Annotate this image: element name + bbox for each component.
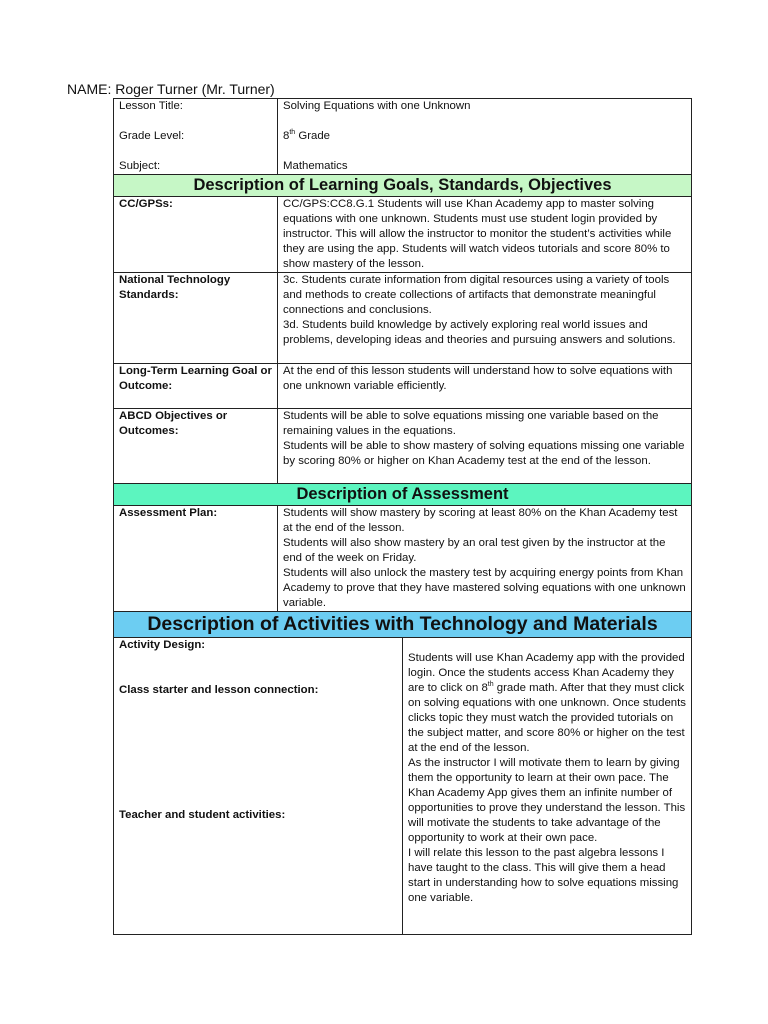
activities-paragraph-2: As the instructor I will motivate them to learn by giving them the opportunity to learn at their own pace. The Khan Academy App gives them an infinite number of opportunities to prove they understand the lesson. This will motivate the students to take advantage of the opportunity to work at their own pace. xyxy=(408,757,686,844)
activities-section-heading: Description of Activities with Technology and Materials xyxy=(114,612,692,638)
cc-gps-text: CC/GPS:CC8.G.1 Students will use Khan Academy app to master solving equations with one unknown. Students must use student login provided by instructor. This will allow the instructor to monitor the student’s activities while they are using the app. Students will watch videos tutorials and score 80% to show mastery of the lesson. xyxy=(278,197,692,273)
nts-3d-text: 3d. Students build knowledge by actively exploring real world issues and problems, developing ideas and theories and pursuing answers and solutions. xyxy=(283,319,676,346)
activities-p1-a: Students will use Khan Academy app with the provided login. Once the students access Khan Academy they are to click on 8 xyxy=(408,652,685,694)
long-term-text: At the end of this lesson students will understand how to solve equations with one unknown variable efficiently. xyxy=(278,364,692,409)
cc-gps-label: CC/GPSs: xyxy=(114,197,278,273)
assessment-text-3: Students will also unlock the mastery test by acquiring energy points from Khan Academy to prove that they have mastered solving equations with one unknown variable. xyxy=(283,567,686,609)
subject-label: Subject: xyxy=(119,160,161,172)
activities-text-cell xyxy=(403,638,692,935)
goals-section-row xyxy=(114,175,692,197)
grade-level-sup: th xyxy=(289,129,296,137)
assessment-text-2: Students will also show mastery by an oral test given by the instructor at the end of the week on Friday. xyxy=(283,537,666,564)
subject-value: Mathematics xyxy=(283,160,348,172)
long-term-label: Long-Term Learning Goal or Outcome: xyxy=(114,364,278,409)
nts-row xyxy=(114,273,692,364)
name-line: NAME: Roger Turner (Mr. Turner) xyxy=(67,81,275,97)
goals-section-heading: Description of Learning Goals, Standards, Objectives xyxy=(114,175,692,197)
nts-label: National Technology Standards: xyxy=(114,273,278,364)
header-values-cell xyxy=(278,99,692,175)
activities-p1-b: grade math. After that they must click on solving equations with one unknown. Once students clicks topic they must watch the provided tutorials on the subject matter, and score 80% or higher on the test at the end of the lesson. xyxy=(408,682,686,754)
activities-p1-sup: th xyxy=(487,681,494,689)
assessment-section-row xyxy=(114,484,692,506)
assessment-text-1: Students will show mastery by scoring at least 80% on the Khan Academy test at the end of the lesson. xyxy=(283,507,678,534)
grade-level-label: Grade Level: xyxy=(119,130,185,142)
activities-paragraph-3: I will relate this lesson to the past algebra lessons I have taught to the class. This will give them a head start in understanding how to solve equations missing one variable. xyxy=(408,847,679,904)
activities-row xyxy=(114,638,692,935)
abcd-label: ABCD Objectives or Outcomes: xyxy=(114,409,278,484)
assessment-label: Assessment Plan: xyxy=(114,506,278,612)
grade-level-word: Grade xyxy=(295,130,331,142)
header-row xyxy=(114,99,692,175)
grade-level-value xyxy=(283,129,686,159)
abcd-row xyxy=(114,409,692,484)
header-labels-cell xyxy=(114,99,278,175)
lesson-title-value: Solving Equations with one Unknown xyxy=(283,100,471,112)
class-starter-label: Class starter and lesson connection: xyxy=(119,684,319,696)
activities-paragraph-1 xyxy=(408,651,686,756)
activities-labels-cell xyxy=(114,638,403,935)
activities-section-row xyxy=(114,612,692,638)
abcd-text-1: Students will be able to solve equations missing one variable based on the remaining values in the equations. xyxy=(283,410,659,437)
nts-3c-text: 3c. Students curate information from digital resources using a variety of tools and methods to create collections of artifacts that demonstrate meaningful connections and conclusions. xyxy=(283,274,670,316)
cc-gps-row xyxy=(114,197,692,273)
teacher-student-label: Teacher and student activities: xyxy=(119,809,286,821)
abcd-text-2: Students will be able to show mastery of solving equations missing one variable by scoring 80% or higher on Khan Academy test at the end of the lesson. xyxy=(283,440,685,467)
grade-level-num: 8 xyxy=(283,130,290,142)
lesson-title-label: Lesson Title: xyxy=(119,100,183,112)
activity-design-label: Activity Design: xyxy=(119,639,206,651)
assessment-row xyxy=(114,506,692,612)
long-term-row xyxy=(114,364,692,409)
assessment-section-heading: Description of Assessment xyxy=(114,484,692,506)
nts-cell xyxy=(278,273,692,364)
lesson-plan-table xyxy=(113,98,692,935)
abcd-cell xyxy=(278,409,692,484)
assessment-cell xyxy=(278,506,692,612)
